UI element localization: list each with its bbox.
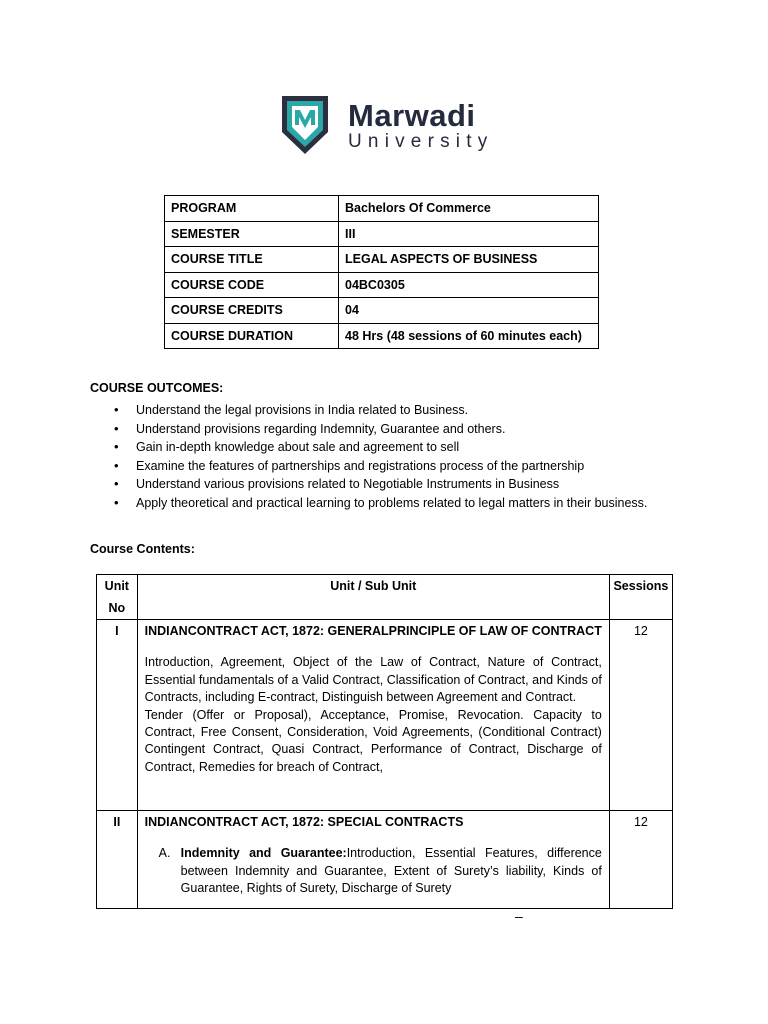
course-info-table — [164, 195, 599, 349]
info-row — [165, 196, 599, 222]
logo-brand-text: Marwadi — [348, 98, 476, 133]
university-logo — [272, 90, 512, 162]
info-label: COURSE DURATION — [165, 323, 339, 349]
course-outcomes-list — [114, 401, 647, 512]
info-value: 04 — [339, 298, 599, 324]
info-row — [165, 272, 599, 298]
unit-description: Introduction, Agreement, Object of the Law of Contract, Nature of Contract, Essential fundamentals of a Valid Contract, Classification of Contract, and Kinds of Contracts, including E-contract, Distinguish between Agreement and Contract. — [144, 655, 602, 705]
unit-row — [97, 811, 673, 909]
info-label: COURSE CREDITS — [165, 298, 339, 324]
info-value: 48 Hrs (48 sessions of 60 minutes each) — [339, 323, 599, 349]
sub-unit-description: Introduction, Essential Features, difference between Indemnity and Guarantee, Extent of Surety’s liability, Kinds of Guarantee, Rights of Surety, Discharge of Surety — [180, 846, 602, 896]
unit-number: II — [97, 811, 138, 909]
unit-title: INDIANCONTRACT ACT, 1872: GENERALPRINCIPLE OF LAW OF CONTRACT — [144, 624, 602, 638]
unit-sessions: 12 — [609, 811, 672, 909]
course-contents-heading: Course Contents: — [90, 542, 195, 556]
info-label: COURSE CODE — [165, 272, 339, 298]
unit-no-header: Unit No — [97, 575, 138, 620]
info-row — [165, 298, 599, 324]
shield-logo-icon — [280, 94, 330, 156]
sub-unit-item — [159, 845, 602, 907]
info-value: LEGAL ASPECTS OF BUSINESS — [339, 247, 599, 273]
info-label: PROGRAM — [165, 196, 339, 222]
sub-unit-text — [181, 845, 602, 897]
info-label: SEMESTER — [165, 221, 339, 247]
info-row — [165, 323, 599, 349]
unit-row — [97, 620, 673, 811]
outcome-item: • Examine the features of partnerships and registrations process of the partnership — [114, 457, 647, 476]
sub-unit-marker: A. — [158, 846, 171, 861]
info-label: COURSE TITLE — [165, 247, 339, 273]
outcome-item: • Apply theoretical and practical learning to problems related to legal matters in their business. — [114, 494, 647, 513]
unit-number: I — [97, 620, 138, 811]
sub-unit-title: Indemnity and Guarantee: — [180, 846, 347, 861]
info-value: 04BC0305 — [339, 272, 599, 298]
unit-description: Tender (Offer or Proposal), Acceptance, Promise, Revocation. Capacity to Contract, Free Consent, Consideration, Void Agreements, (Conditional Contract) Contingent Contract, Quasi Contract, Performance of Contract, Discharge of Contract, Remedies for breach of Contract, — [144, 707, 602, 774]
unit-sessions: 12 — [609, 620, 672, 811]
unit-content — [137, 620, 609, 811]
info-value: Bachelors Of Commerce — [339, 196, 599, 222]
sessions-header: Sessions — [609, 575, 672, 620]
logo-sub-text: University — [348, 131, 494, 152]
course-contents-table — [96, 574, 673, 909]
unit-header: Unit / Sub Unit — [137, 575, 609, 620]
outcome-item: • Gain in-depth knowledge about sale and agreement to sell — [114, 438, 647, 457]
unit-title: INDIANCONTRACT ACT, 1872: SPECIAL CONTRACTS — [144, 815, 464, 829]
outcome-item: • Understand various provisions related to Negotiable Instruments in Business — [114, 475, 647, 494]
footer-mark: – — [515, 908, 523, 924]
outcome-item: • Understand provisions regarding Indemnity, Guarantee and others. — [114, 420, 647, 439]
info-row — [165, 247, 599, 273]
outcome-item: • Understand the legal provisions in India related to Business. — [114, 401, 647, 420]
unit-content — [137, 811, 609, 909]
info-row — [165, 221, 599, 247]
units-header-row — [97, 575, 673, 620]
course-outcomes-heading: COURSE OUTCOMES: — [90, 381, 224, 395]
info-value: III — [339, 221, 599, 247]
